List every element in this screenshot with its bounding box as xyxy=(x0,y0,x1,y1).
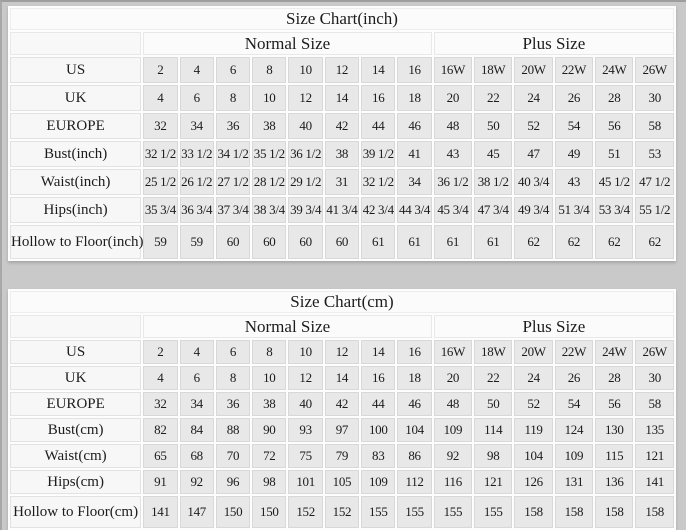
size-value-cell: 79 xyxy=(325,444,359,468)
size-value-cell: 29 1/2 xyxy=(288,169,322,195)
corner-cell xyxy=(10,32,141,55)
size-value-cell: 124 xyxy=(555,418,593,442)
size-value-cell: 70 xyxy=(216,444,250,468)
group-header-normal-size: Normal Size xyxy=(143,32,432,55)
size-value-cell: 4 xyxy=(143,85,177,111)
table-row xyxy=(10,225,674,259)
group-header-plus-size: Plus Size xyxy=(434,315,674,338)
size-value-cell: 8 xyxy=(216,85,250,111)
size-value-cell: 47 xyxy=(514,141,552,167)
size-value-cell: 51 xyxy=(595,141,633,167)
size-value-cell: 39 3/4 xyxy=(288,197,322,223)
row-label: EUROPE xyxy=(10,113,141,139)
size-value-cell: 104 xyxy=(397,418,431,442)
row-label: Waist(inch) xyxy=(10,169,141,195)
table-row xyxy=(10,113,674,139)
size-value-cell: 24W xyxy=(595,340,633,364)
size-value-cell: 116 xyxy=(434,470,472,494)
size-value-cell: 28 xyxy=(595,366,633,390)
size-value-cell: 25 1/2 xyxy=(143,169,177,195)
size-value-cell: 53 xyxy=(635,141,674,167)
size-value-cell: 47 1/2 xyxy=(635,169,674,195)
size-value-cell: 39 1/2 xyxy=(361,141,395,167)
size-value-cell: 40 3/4 xyxy=(514,169,552,195)
size-value-cell: 98 xyxy=(252,470,286,494)
table-row xyxy=(10,418,674,442)
size-value-cell: 28 xyxy=(595,85,633,111)
row-label: Hollow to Floor(cm) xyxy=(10,496,141,528)
row-label: Bust(cm) xyxy=(10,418,141,442)
table-row xyxy=(10,141,674,167)
size-value-cell: 75 xyxy=(288,444,322,468)
size-value-cell: 37 3/4 xyxy=(216,197,250,223)
size-value-cell: 141 xyxy=(635,470,674,494)
size-value-cell: 44 xyxy=(361,392,395,416)
size-value-cell: 22W xyxy=(555,57,593,83)
table-title: Size Chart(cm) xyxy=(10,291,674,313)
size-value-cell: 43 xyxy=(555,169,593,195)
table-title-row xyxy=(10,291,674,313)
size-value-cell: 22 xyxy=(474,366,512,390)
size-value-cell: 34 xyxy=(397,169,431,195)
table-row xyxy=(10,444,674,468)
size-value-cell: 83 xyxy=(361,444,395,468)
size-value-cell: 6 xyxy=(180,85,214,111)
size-value-cell: 60 xyxy=(325,225,359,259)
size-value-cell: 32 1/2 xyxy=(143,141,177,167)
size-value-cell: 41 3/4 xyxy=(325,197,359,223)
size-value-cell: 24W xyxy=(595,57,633,83)
row-label: Hollow to Floor(inch) xyxy=(10,225,141,259)
size-value-cell: 38 xyxy=(325,141,359,167)
size-value-cell: 28 1/2 xyxy=(252,169,286,195)
group-header-plus-size: Plus Size xyxy=(434,32,674,55)
size-value-cell: 109 xyxy=(555,444,593,468)
size-value-cell: 92 xyxy=(434,444,472,468)
size-value-cell: 16 xyxy=(361,366,395,390)
size-value-cell: 42 xyxy=(325,392,359,416)
size-value-cell: 12 xyxy=(325,57,359,83)
size-value-cell: 158 xyxy=(514,496,552,528)
size-value-cell: 88 xyxy=(216,418,250,442)
size-value-cell: 26 1/2 xyxy=(180,169,214,195)
size-value-cell: 20 xyxy=(434,366,472,390)
size-value-cell: 14 xyxy=(361,340,395,364)
size-value-cell: 49 xyxy=(555,141,593,167)
size-value-cell: 14 xyxy=(325,85,359,111)
size-value-cell: 61 xyxy=(434,225,472,259)
size-value-cell: 22W xyxy=(555,340,593,364)
size-value-cell: 150 xyxy=(216,496,250,528)
size-value-cell: 42 3/4 xyxy=(361,197,395,223)
row-label: EUROPE xyxy=(10,392,141,416)
size-value-cell: 91 xyxy=(143,470,177,494)
size-value-cell: 14 xyxy=(325,366,359,390)
size-value-cell: 121 xyxy=(635,444,674,468)
size-value-cell: 32 1/2 xyxy=(361,169,395,195)
table-row xyxy=(10,57,674,83)
size-value-cell: 8 xyxy=(216,366,250,390)
size-value-cell: 6 xyxy=(180,366,214,390)
size-chart-inch-table xyxy=(8,6,676,261)
table-body xyxy=(10,57,674,259)
size-group-header-row xyxy=(10,32,674,55)
size-value-cell: 14 xyxy=(361,57,395,83)
size-value-cell: 82 xyxy=(143,418,177,442)
size-value-cell: 51 3/4 xyxy=(555,197,593,223)
size-value-cell: 135 xyxy=(635,418,674,442)
table-title-row xyxy=(10,8,674,30)
size-value-cell: 43 xyxy=(434,141,472,167)
table-row xyxy=(10,169,674,195)
table-row xyxy=(10,197,674,223)
table-row xyxy=(10,392,674,416)
size-value-cell: 10 xyxy=(252,366,286,390)
row-label: Bust(inch) xyxy=(10,141,141,167)
row-label: US xyxy=(10,340,141,364)
size-value-cell: 59 xyxy=(180,225,214,259)
size-value-cell: 56 xyxy=(595,113,633,139)
size-value-cell: 49 3/4 xyxy=(514,197,552,223)
size-value-cell: 34 xyxy=(180,113,214,139)
size-value-cell: 58 xyxy=(635,113,674,139)
size-value-cell: 18W xyxy=(474,340,512,364)
size-value-cell: 18W xyxy=(474,57,512,83)
size-value-cell: 38 1/2 xyxy=(474,169,512,195)
size-value-cell: 56 xyxy=(595,392,633,416)
size-value-cell: 16W xyxy=(434,57,472,83)
size-value-cell: 155 xyxy=(474,496,512,528)
size-value-cell: 104 xyxy=(514,444,552,468)
size-value-cell: 158 xyxy=(555,496,593,528)
size-value-cell: 10 xyxy=(252,85,286,111)
row-label: UK xyxy=(10,366,141,390)
table-row xyxy=(10,340,674,364)
size-value-cell: 52 xyxy=(514,113,552,139)
size-value-cell: 36 1/2 xyxy=(288,141,322,167)
size-value-cell: 8 xyxy=(252,57,286,83)
size-value-cell: 12 xyxy=(288,85,322,111)
size-value-cell: 112 xyxy=(397,470,431,494)
size-value-cell: 62 xyxy=(514,225,552,259)
size-value-cell: 58 xyxy=(635,392,674,416)
size-value-cell: 16W xyxy=(434,340,472,364)
size-value-cell: 4 xyxy=(143,366,177,390)
size-value-cell: 45 xyxy=(474,141,512,167)
size-value-cell: 26W xyxy=(635,340,674,364)
size-value-cell: 16 xyxy=(361,85,395,111)
size-value-cell: 126 xyxy=(514,470,552,494)
corner-cell xyxy=(10,315,141,338)
size-value-cell: 158 xyxy=(635,496,674,528)
table-row xyxy=(10,496,674,528)
size-value-cell: 26 xyxy=(555,366,593,390)
size-value-cell: 32 xyxy=(143,113,177,139)
size-value-cell: 60 xyxy=(252,225,286,259)
size-value-cell: 31 xyxy=(325,169,359,195)
table-body xyxy=(10,340,674,528)
size-value-cell: 119 xyxy=(514,418,552,442)
size-value-cell: 38 xyxy=(252,113,286,139)
size-value-cell: 152 xyxy=(325,496,359,528)
size-value-cell: 30 xyxy=(635,366,674,390)
size-value-cell: 150 xyxy=(252,496,286,528)
size-value-cell: 152 xyxy=(288,496,322,528)
size-value-cell: 92 xyxy=(180,470,214,494)
size-value-cell: 12 xyxy=(325,340,359,364)
size-value-cell: 155 xyxy=(397,496,431,528)
size-value-cell: 38 3/4 xyxy=(252,197,286,223)
size-value-cell: 54 xyxy=(555,113,593,139)
size-value-cell: 35 3/4 xyxy=(143,197,177,223)
size-value-cell: 155 xyxy=(361,496,395,528)
table-row xyxy=(10,470,674,494)
size-value-cell: 101 xyxy=(288,470,322,494)
size-value-cell: 4 xyxy=(180,340,214,364)
size-value-cell: 98 xyxy=(474,444,512,468)
size-value-cell: 48 xyxy=(434,113,472,139)
size-value-cell: 114 xyxy=(474,418,512,442)
size-value-cell: 22 xyxy=(474,85,512,111)
size-value-cell: 26 xyxy=(555,85,593,111)
size-value-cell: 141 xyxy=(143,496,177,528)
size-value-cell: 55 1/2 xyxy=(635,197,674,223)
size-value-cell: 12 xyxy=(288,366,322,390)
size-value-cell: 35 1/2 xyxy=(252,141,286,167)
size-value-cell: 33 1/2 xyxy=(180,141,214,167)
group-header-normal-size: Normal Size xyxy=(143,315,432,338)
size-value-cell: 131 xyxy=(555,470,593,494)
size-value-cell: 109 xyxy=(434,418,472,442)
size-value-cell: 44 xyxy=(361,113,395,139)
size-value-cell: 6 xyxy=(216,340,250,364)
size-group-header-row xyxy=(10,315,674,338)
size-value-cell: 10 xyxy=(288,340,322,364)
size-value-cell: 44 3/4 xyxy=(397,197,431,223)
size-value-cell: 16 xyxy=(397,340,431,364)
size-value-cell: 158 xyxy=(595,496,633,528)
size-value-cell: 18 xyxy=(397,85,431,111)
size-value-cell: 24 xyxy=(514,85,552,111)
size-value-cell: 54 xyxy=(555,392,593,416)
size-value-cell: 155 xyxy=(434,496,472,528)
size-value-cell: 62 xyxy=(555,225,593,259)
size-value-cell: 6 xyxy=(216,57,250,83)
size-value-cell: 60 xyxy=(216,225,250,259)
size-value-cell: 34 xyxy=(180,392,214,416)
size-value-cell: 36 xyxy=(216,392,250,416)
size-value-cell: 147 xyxy=(180,496,214,528)
size-value-cell: 20W xyxy=(514,340,552,364)
size-chart-cm-table xyxy=(8,289,676,530)
size-value-cell: 2 xyxy=(143,57,177,83)
size-value-cell: 10 xyxy=(288,57,322,83)
size-value-cell: 109 xyxy=(361,470,395,494)
size-value-cell: 59 xyxy=(143,225,177,259)
size-value-cell: 53 3/4 xyxy=(595,197,633,223)
size-value-cell: 84 xyxy=(180,418,214,442)
size-value-cell: 62 xyxy=(635,225,674,259)
size-value-cell: 32 xyxy=(143,392,177,416)
size-value-cell: 36 3/4 xyxy=(180,197,214,223)
size-value-cell: 4 xyxy=(180,57,214,83)
size-value-cell: 30 xyxy=(635,85,674,111)
size-value-cell: 61 xyxy=(397,225,431,259)
size-value-cell: 96 xyxy=(216,470,250,494)
size-value-cell: 45 1/2 xyxy=(595,169,633,195)
size-value-cell: 36 1/2 xyxy=(434,169,472,195)
size-value-cell: 20W xyxy=(514,57,552,83)
size-value-cell: 42 xyxy=(325,113,359,139)
size-value-cell: 100 xyxy=(361,418,395,442)
table-row xyxy=(10,366,674,390)
size-value-cell: 8 xyxy=(252,340,286,364)
size-value-cell: 68 xyxy=(180,444,214,468)
size-value-cell: 34 1/2 xyxy=(216,141,250,167)
size-value-cell: 46 xyxy=(397,113,431,139)
size-value-cell: 62 xyxy=(595,225,633,259)
size-value-cell: 90 xyxy=(252,418,286,442)
size-value-cell: 47 3/4 xyxy=(474,197,512,223)
table-title: Size Chart(inch) xyxy=(10,8,674,30)
size-value-cell: 72 xyxy=(252,444,286,468)
size-value-cell: 130 xyxy=(595,418,633,442)
row-label: Waist(cm) xyxy=(10,444,141,468)
size-value-cell: 41 xyxy=(397,141,431,167)
size-value-cell: 26W xyxy=(635,57,674,83)
size-value-cell: 136 xyxy=(595,470,633,494)
size-value-cell: 40 xyxy=(288,392,322,416)
size-value-cell: 46 xyxy=(397,392,431,416)
size-value-cell: 61 xyxy=(361,225,395,259)
row-label: UK xyxy=(10,85,141,111)
size-value-cell: 16 xyxy=(397,57,431,83)
size-value-cell: 105 xyxy=(325,470,359,494)
size-value-cell: 2 xyxy=(143,340,177,364)
size-value-cell: 93 xyxy=(288,418,322,442)
size-value-cell: 97 xyxy=(325,418,359,442)
size-value-cell: 86 xyxy=(397,444,431,468)
size-value-cell: 20 xyxy=(434,85,472,111)
size-value-cell: 50 xyxy=(474,113,512,139)
size-value-cell: 27 1/2 xyxy=(216,169,250,195)
row-label: US xyxy=(10,57,141,83)
row-label: Hips(cm) xyxy=(10,470,141,494)
size-value-cell: 61 xyxy=(474,225,512,259)
size-value-cell: 18 xyxy=(397,366,431,390)
row-label: Hips(inch) xyxy=(10,197,141,223)
size-value-cell: 48 xyxy=(434,392,472,416)
size-value-cell: 50 xyxy=(474,392,512,416)
size-value-cell: 115 xyxy=(595,444,633,468)
size-value-cell: 60 xyxy=(288,225,322,259)
size-value-cell: 36 xyxy=(216,113,250,139)
size-value-cell: 38 xyxy=(252,392,286,416)
size-value-cell: 52 xyxy=(514,392,552,416)
size-value-cell: 65 xyxy=(143,444,177,468)
size-value-cell: 45 3/4 xyxy=(434,197,472,223)
table-row xyxy=(10,85,674,111)
size-value-cell: 24 xyxy=(514,366,552,390)
size-value-cell: 40 xyxy=(288,113,322,139)
size-value-cell: 121 xyxy=(474,470,512,494)
